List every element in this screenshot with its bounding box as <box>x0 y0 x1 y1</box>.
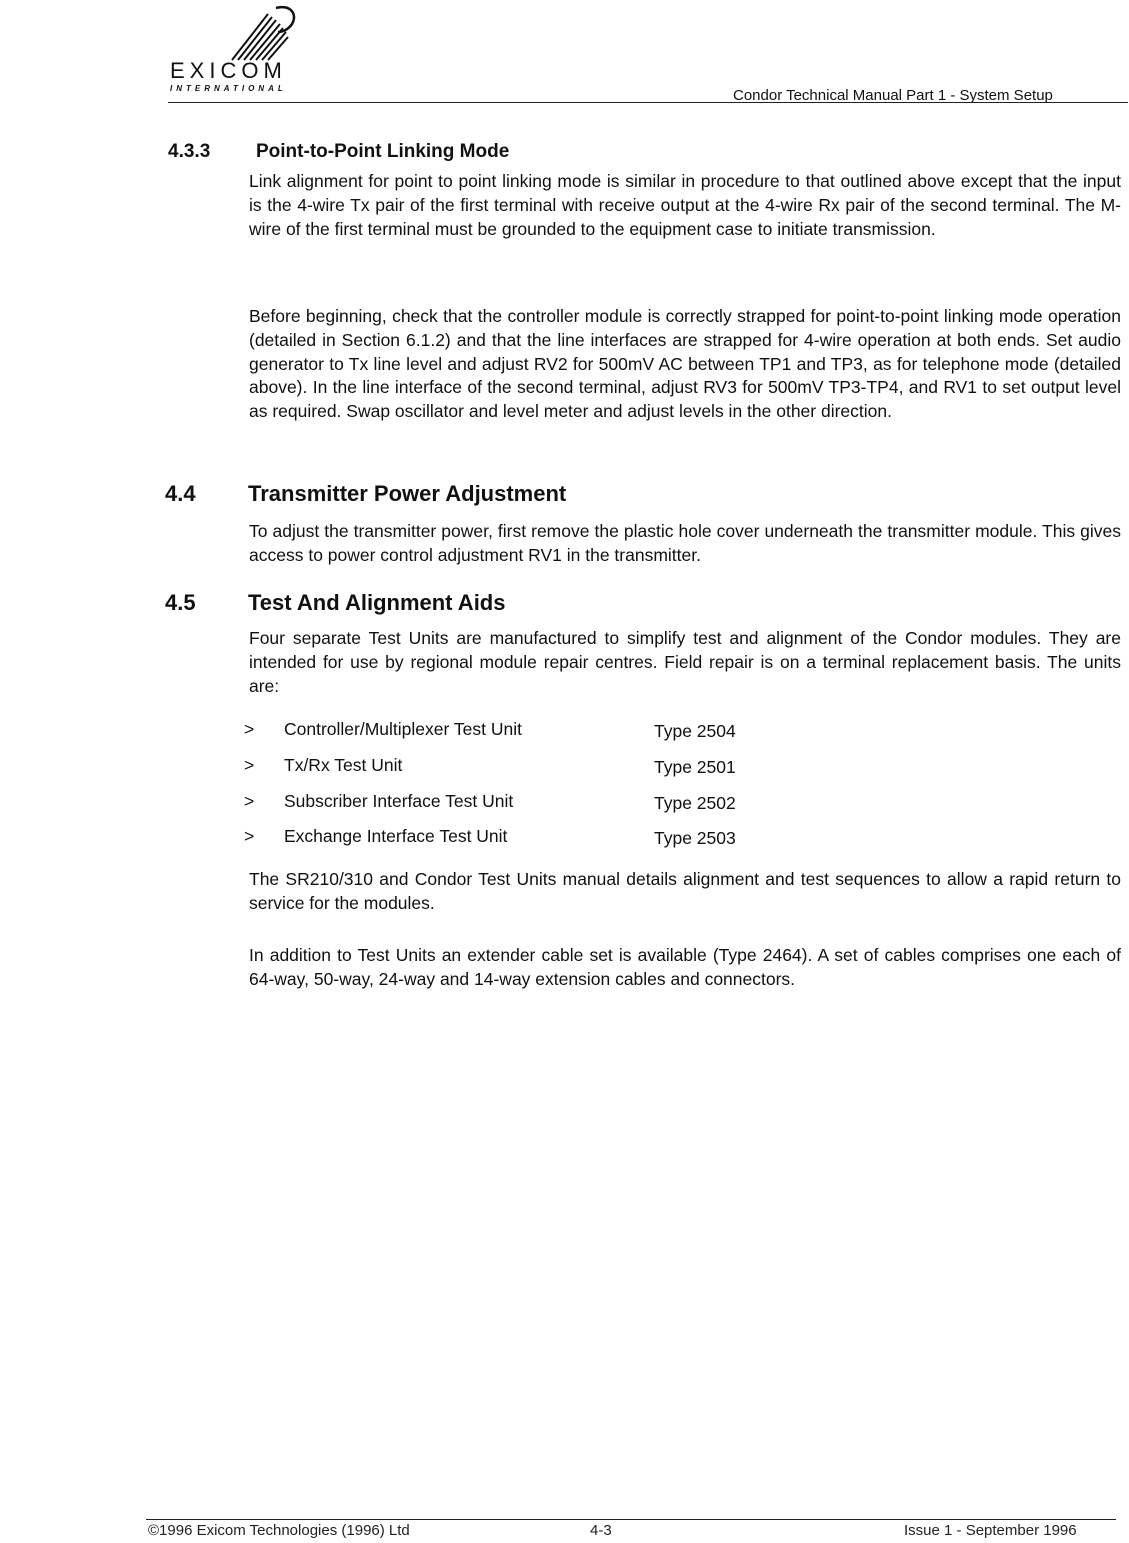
section-4-5-title: Test And Alignment Aids <box>248 590 506 615</box>
test-unit-type: Type 2502 <box>654 793 736 813</box>
list-marker: > <box>244 719 255 739</box>
section-4-3-3-paragraph-1: Link alignment for point to point linking mode is similar in procedure to that outlined above except that the input is the 4-wire Tx pair of the first terminal with receive output at the 4-wire Rx pair of the second terminal. The M-wire of the first terminal must be grounded to the equipment case to initiate transmission. <box>249 171 1121 239</box>
section-4-3-3-number: 4.3.3 <box>168 141 211 162</box>
list-item <box>244 826 844 850</box>
list-item <box>244 719 844 743</box>
section-4-4-number: 4.4 <box>165 481 196 506</box>
section-4-5-paragraph-2: The SR210/310 and Condor Test Units manual details alignment and test sequences to allow a rapid return to service for the modules. <box>249 869 1121 913</box>
list-marker: > <box>244 826 255 846</box>
list-item <box>244 791 844 815</box>
exicom-logo-mark-icon <box>228 2 308 64</box>
section-4-3-3-title: Point-to-Point Linking Mode <box>256 141 510 162</box>
list-marker: > <box>244 755 255 775</box>
test-unit-type: Type 2501 <box>654 757 736 777</box>
footer-page-number: 4-3 <box>590 1522 612 1539</box>
test-unit-type: Type 2504 <box>654 721 736 741</box>
section-4-3-3-paragraph-2: Before beginning, check that the controller module is correctly strapped for point-to-point linking mode operation (detailed in Section 6.1.2) and that the line interfaces are strapped for 4-wire operation at both ends. Set audio generator to Tx line level and adjust RV2 for 500mV AC between TP1 and TP3, as for telephone mode (detailed above). In the line interface of the second terminal, adjust RV3 for 500mV TP3-TP4, and RV1 to set output level as required. Swap oscillator and level meter and adjust levels in the other direction. <box>249 306 1121 422</box>
section-4-5-number: 4.5 <box>165 590 196 615</box>
logo-subtext: INTERNATIONAL <box>170 84 287 93</box>
manual-title: Condor Technical Manual Part 1 - System Setup <box>733 87 1053 104</box>
logo-wordmark: EXICOM <box>170 58 287 83</box>
section-4-4-title: Transmitter Power Adjustment <box>248 481 567 506</box>
test-unit-name: Tx/Rx Test Unit <box>284 755 403 775</box>
test-unit-name: Controller/Multiplexer Test Unit <box>284 719 522 739</box>
header-divider <box>168 102 1128 103</box>
footer-issue: Issue 1 - September 1996 <box>904 1522 1077 1539</box>
footer-divider <box>146 1519 1116 1520</box>
test-unit-type: Type 2503 <box>654 828 736 848</box>
list-marker: > <box>244 791 255 811</box>
section-4-4-paragraph: To adjust the transmitter power, first remove the plastic hole cover underneath the transmitter module. This gives access to power control adjustment RV1 in the transmitter. <box>249 521 1121 565</box>
footer-copyright: ©1996 Exicom Technologies (1996) Ltd <box>148 1522 410 1539</box>
section-4-5-paragraph-1: Four separate Test Units are manufactured to simplify test and alignment of the Condor modules. They are intended for use by regional module repair centres. Field repair is on a terminal replacement basis. The units are: <box>249 628 1121 696</box>
test-unit-name: Exchange Interface Test Unit <box>284 826 508 846</box>
test-unit-name: Subscriber Interface Test Unit <box>284 791 514 811</box>
list-item <box>244 755 844 779</box>
section-4-5-paragraph-3: In addition to Test Units an extender cable set is available (Type 2464). A set of cables comprises one each of 64-way, 50-way, 24-way and 14-way extension cables and connectors. <box>249 945 1121 989</box>
